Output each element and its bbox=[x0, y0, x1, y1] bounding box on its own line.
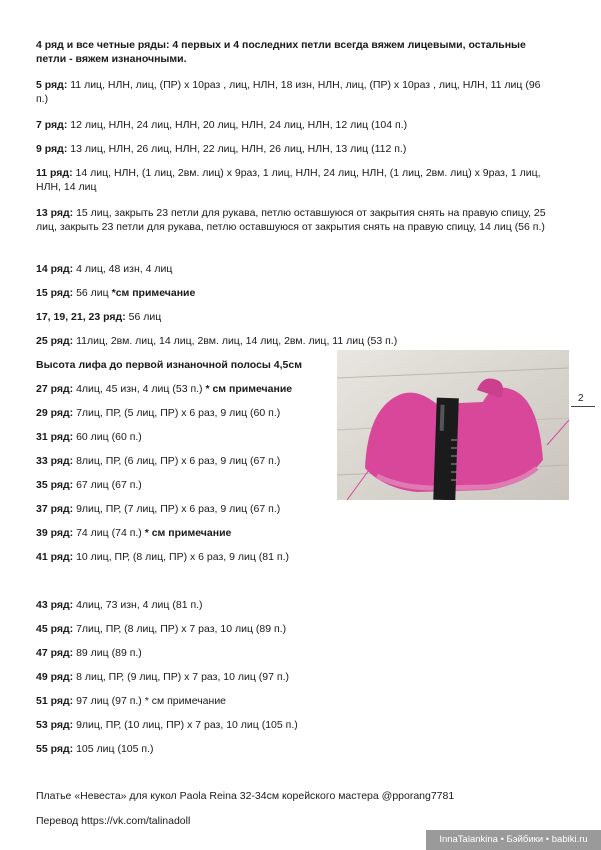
row-17-23: 17, 19, 21, 23 ряд: 56 лиц bbox=[36, 311, 162, 323]
row-5: 5 ряд: 11 лиц, НЛН, лиц, (ПР) х 10раз , лиц, НЛН, 18 изн, НЛН, лиц, (ПР) х 10раз , лиц, НЛН, 11 лиц (96 п.) bbox=[36, 79, 541, 105]
row-53: 53 ряд: 9лиц, ПР, (10 лиц, ПР) х 7 раз, 10 лиц (105 п.) bbox=[36, 719, 298, 731]
row-41: 41 ряд: 10 лиц, ПР, (8 лиц, ПР) х 6 раз, 9 лиц (81 п.) bbox=[36, 551, 289, 563]
row-7: 7 ряд: 12 лиц, НЛН, 24 лиц, НЛН, 20 лиц, НЛН, 24 лиц, НЛН, 12 лиц (104 п.) bbox=[36, 119, 408, 131]
bodice-photo bbox=[337, 350, 569, 500]
footer-translation: Перевод https://vk.com/talinadoll bbox=[36, 815, 191, 827]
row-33: 33 ряд: 8лиц, ПР, (6 лиц, ПР) х 6 раз, 9 лиц (67 п.) bbox=[36, 455, 281, 467]
row-47: 47 ряд: 89 лиц (89 п.) bbox=[36, 647, 142, 659]
row-14: 14 ряд: 4 лиц, 48 изн, 4 лиц bbox=[36, 263, 173, 275]
bodice-height-note: Высота лифа до первой изнаночной полосы 4,5см bbox=[36, 359, 303, 371]
page-number-rule bbox=[571, 406, 595, 407]
row-35: 35 ряд: 67 лиц (67 п.) bbox=[36, 479, 142, 491]
row-51: 51 ряд: 97 лиц (97 п.) * см примечание bbox=[36, 695, 227, 707]
row-13: 13 ряд: 15 лиц, закрыть 23 петли для рукава, петлю оставшуюся от закрытия снять на правую спицу, 25 лиц, закрыть 23 петли для рукава, петлю оставшуюся от закрытия снять на правую спицу, 14 лиц (56 п.) bbox=[36, 207, 546, 233]
bodice-photo-illustration bbox=[337, 350, 569, 500]
row-49: 49 ряд: 8 лиц, ПР, (9 лиц, ПР) х 7 раз, 10 лиц (97 п.) bbox=[36, 671, 289, 683]
row-39: 39 ряд: 74 лиц (74 п.) * см примечание bbox=[36, 527, 232, 539]
row-11: 11 ряд: 14 лиц, НЛН, (1 лиц, 2вм. лиц) х 9раз, 1 лиц, НЛН, 24 лиц, НЛН, (1 лиц, 2вм. лиц) х 9раз, 1 лиц, НЛН, 14 лиц bbox=[36, 167, 541, 193]
row-29: 29 ряд: 7лиц, ПР, (5 лиц, ПР) х 6 раз, 9 лиц (60 п.) bbox=[36, 407, 281, 419]
row-45: 45 ряд: 7лиц, ПР, (8 лиц, ПР) х 7 раз, 10 лиц (89 п.) bbox=[36, 623, 287, 635]
row-37: 37 ряд: 9лиц, ПР, (7 лиц, ПР) х 6 раз, 9 лиц (67 п.) bbox=[36, 503, 281, 515]
row-4: 4 ряд и все четные ряды: 4 первых и 4 последних петли всегда вяжем лицевыми, остальные петли - вяжем изнаночными. bbox=[36, 39, 526, 65]
row-31: 31 ряд: 60 лиц (60 п.) bbox=[36, 431, 142, 443]
row-27: 27 ряд: 4лиц, 45 изн, 4 лиц (53 п.) * см примечание bbox=[36, 383, 293, 395]
row-9: 9 ряд: 13 лиц, НЛН, 26 лиц, НЛН, 22 лиц, НЛН, 26 лиц, НЛН, 13 лиц (112 п.) bbox=[36, 143, 407, 155]
footer-credit: Платье «Невеста» для кукол Paola Reina 32-34см корейского мастера @pporang7781 bbox=[36, 790, 455, 802]
row-25: 25 ряд: 11лиц, 2вм. лиц, 14 лиц, 2вм. лиц, 14 лиц, 2вм. лиц, 11 лиц (53 п.) bbox=[36, 335, 398, 347]
page-number: 2 bbox=[578, 393, 584, 404]
watermark: InnaTalankina • Бэйбики • babiki.ru bbox=[426, 830, 601, 850]
row-15: 15 ряд: 56 лиц *см примечание bbox=[36, 287, 196, 299]
row-55: 55 ряд: 105 лиц (105 п.) bbox=[36, 743, 154, 755]
row-43: 43 ряд: 4лиц, 73 изн, 4 лиц (81 п.) bbox=[36, 599, 203, 611]
